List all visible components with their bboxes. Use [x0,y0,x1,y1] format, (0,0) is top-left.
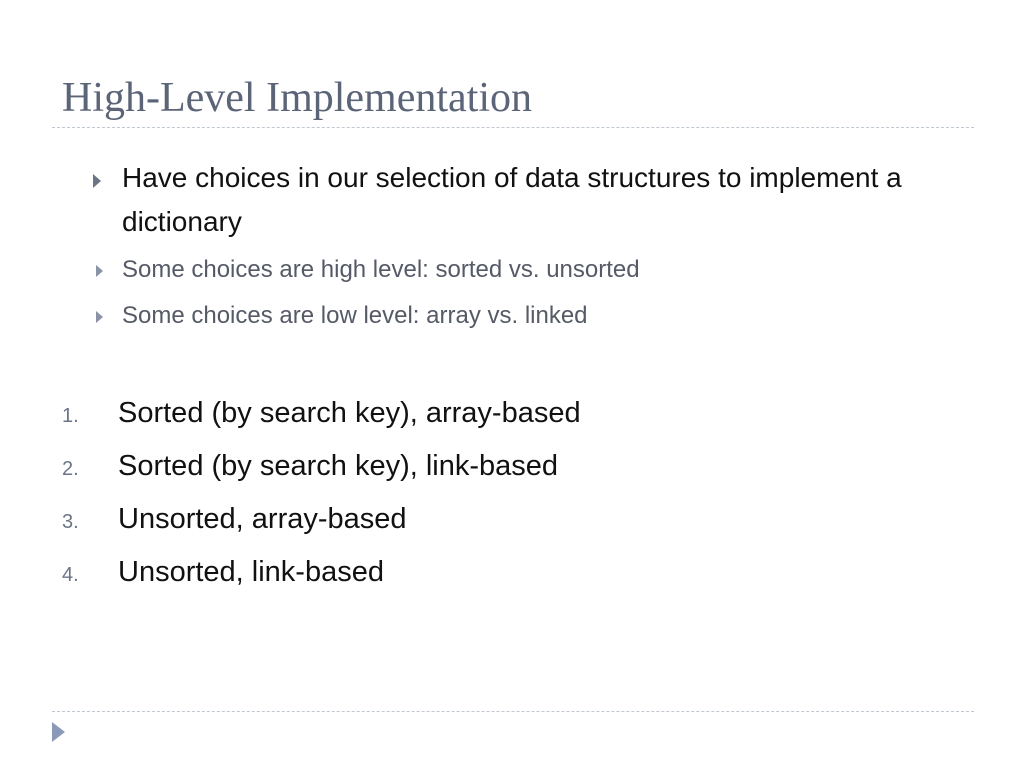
item-number: 2. [62,458,79,480]
sub-bullet-text: Some choices are high level: sorted vs. unsorted [122,256,640,283]
title-divider [52,127,974,128]
item-number: 4. [62,564,79,586]
triangle-bullet-icon [96,265,103,277]
bullet-item [93,164,922,244]
numbered-item [62,397,581,430]
sub-bullet-item [96,257,640,285]
item-number: 3. [62,511,79,533]
triangle-bullet-icon [93,174,101,188]
bullet-text: Have choices in our selection of data structures to implement a dictionary [122,162,902,237]
numbered-item [62,450,558,483]
item-text: Sorted (by search key), array-based [118,397,581,429]
item-text: Sorted (by search key), link-based [118,450,559,482]
triangle-bullet-icon [96,311,103,323]
numbered-item [62,503,407,536]
slide-title: High-Level Implementation [62,75,533,121]
footer-triangle-icon [52,722,65,742]
footer-divider [52,711,974,712]
item-number: 1. [62,405,79,427]
item-text: Unsorted, array-based [118,503,407,535]
item-text: Unsorted, link-based [118,556,384,588]
sub-bullet-item [96,303,588,331]
numbered-item [62,556,384,589]
sub-bullet-text: Some choices are low level: array vs. linked [122,302,588,329]
